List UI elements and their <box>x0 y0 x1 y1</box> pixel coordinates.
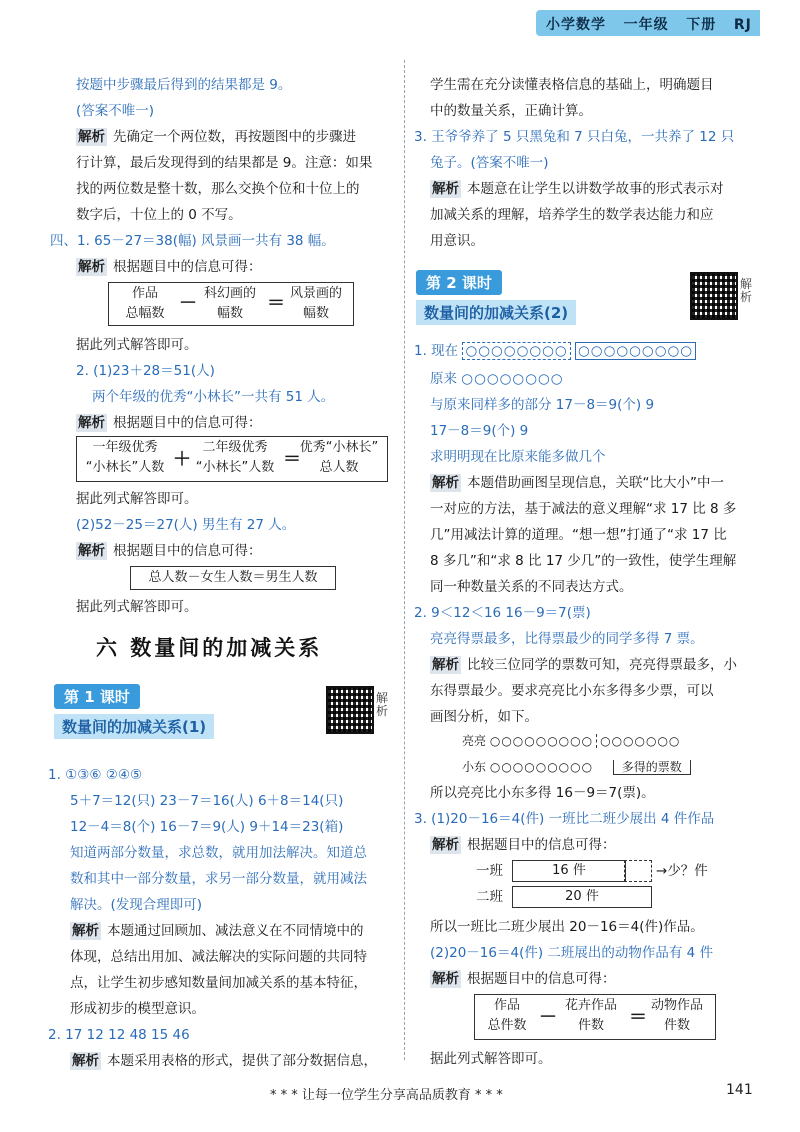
l1-p12-row <box>70 1052 377 1070</box>
s8: 几”用减法计算的道理。“想一想”打通了“求 17 比 <box>430 527 727 543</box>
qr-side-label-1: 解析 <box>376 691 389 718</box>
r-line-1: 学生需在充分读懂表格信息的基础上，明确题目 <box>430 77 714 93</box>
bar-question-text: 少？件 <box>667 863 708 879</box>
box1-c2: 幅数 <box>302 306 329 321</box>
left-line-5: 找的两位数是整十数，那么交换个位和十位上的 <box>76 181 360 197</box>
q2-part2-analysis <box>76 542 262 560</box>
q2-part2-analysis-text: 根据题目中的信息可得： <box>113 543 262 559</box>
q4-analysis-text: 根据题目中的信息可得： <box>113 259 262 275</box>
bar1-value: 16 件 <box>552 863 586 878</box>
t-analysis <box>430 656 737 674</box>
t5: 画图分析，如下。 <box>430 709 538 725</box>
box1-minus: － <box>179 293 197 314</box>
s2-label: 原来 <box>430 371 457 387</box>
s10: 同一种数量关系的不同表达方式。 <box>430 579 633 595</box>
s1-circles-solid: ○○○○○○○○○ <box>575 342 696 360</box>
l1-p10: 形成初步的模型意识。 <box>70 1001 205 1017</box>
bar1 <box>512 860 626 882</box>
l1-p9: 点，让学生初步感知数量间加减关系的基本特征， <box>70 975 367 991</box>
box4-a1: 作品 <box>493 998 520 1013</box>
bar1-gap <box>624 860 652 882</box>
analysis-label: 解析 <box>432 181 459 197</box>
u1: 3. (1)20－16＝4(件) 一班比二班少展出 4 件作品 <box>414 811 715 827</box>
r-line-2: 中的数量关系，正确计算。 <box>430 103 592 119</box>
header-volume: 下册 <box>686 17 717 33</box>
analysis-label: 解析 <box>78 129 105 145</box>
s2-circles: ○○○○○○○○ <box>461 371 564 387</box>
t6-row <box>462 732 680 750</box>
t6-divider <box>596 734 597 748</box>
analysis-label: 解析 <box>432 475 459 491</box>
bar-question: →少？件 <box>656 863 708 879</box>
box4-minus: － <box>539 1007 557 1028</box>
analysis-label: 解析 <box>78 543 105 559</box>
bar2-label: 二班 <box>476 889 503 905</box>
l1-p4: 知道两部分数量，求总数，就用加法解决。知道总 <box>70 845 367 861</box>
u4: (2)20－16＝4(件) 二班展出的动物作品有 4 件 <box>430 945 714 961</box>
box3-text: 总人数－女生人数＝男生人数 <box>148 570 318 585</box>
t8: 所以亮亮比小东多得 16－9＝7(票)。 <box>430 785 655 801</box>
solve-2: 据此列式解答即可。 <box>76 491 198 507</box>
r-line-7: 用意识。 <box>430 233 484 249</box>
column-divider <box>404 60 405 1060</box>
u-analysis <box>430 836 616 854</box>
l1-p6: 解决。(发现合理即可) <box>70 897 203 913</box>
bar1-label: 一班 <box>476 863 503 879</box>
r-line-6: 加减关系的理解，培养学生的数学表达能力和应 <box>430 207 714 223</box>
analysis-label: 解析 <box>78 415 105 431</box>
box4-b2: 件数 <box>577 1018 604 1033</box>
analysis-label: 解析 <box>432 971 459 987</box>
q2-analysis <box>76 414 262 432</box>
qr-code-1[interactable] <box>326 686 374 734</box>
header-text <box>546 14 752 34</box>
q2-part2: (2)52－25＝27(人) 男生有 27 人。 <box>76 517 296 533</box>
relation-box-1 <box>108 282 354 326</box>
t6-circles-a: ○○○○○○○○○ <box>489 734 594 748</box>
box2-c1: 优秀“小林长” <box>299 440 379 455</box>
box1-c1: 风景画的 <box>289 286 342 301</box>
bar2 <box>512 886 652 908</box>
r-analysis <box>430 180 724 198</box>
u3: 所以一班比二班少展出 20－16＝4(件)作品。 <box>430 919 704 935</box>
box1-eq: ＝ <box>267 293 285 314</box>
relation-box-4 <box>474 994 716 1040</box>
lesson2-tag: 第 2 课时 <box>416 270 502 295</box>
s1-row <box>414 342 696 360</box>
q2-part1: 2. (1)23＋28＝51(人) <box>76 363 215 379</box>
qr-code-2[interactable] <box>690 272 738 320</box>
u2: 根据题目中的信息可得： <box>467 837 616 853</box>
s9: 8 多几”和“求 8 比 17 少几”的一致性，使学生理解 <box>430 553 737 569</box>
section-title: 六 数量间的加减关系 <box>96 636 323 660</box>
analysis-label: 解析 <box>432 657 459 673</box>
l1-p8: 体现，总结出用加、减法解决的实际问题的共同特 <box>70 949 367 965</box>
box1-b1: 科幻画的 <box>203 286 256 301</box>
relation-box-2 <box>76 436 388 482</box>
lesson1-tag: 第 1 课时 <box>54 684 140 709</box>
box1-a1: 作品 <box>131 286 158 301</box>
t7-label: 小东 <box>462 760 487 774</box>
solve-1: 据此列式解答即可。 <box>76 337 198 353</box>
u5: 根据题目中的信息可得： <box>467 971 616 987</box>
box1-b2: 幅数 <box>216 306 243 321</box>
analysis-label: 解析 <box>72 923 99 939</box>
t4: 东得票最少。要求亮亮比小东多得多少票，可以 <box>430 683 714 699</box>
u5-row <box>430 970 616 988</box>
header-band <box>536 10 760 36</box>
box4-c1: 动物作品 <box>650 998 703 1013</box>
header-subject: 小学数学 <box>546 17 606 33</box>
r-line-5: 本题意在让学生以讲数学故事的形式表示对 <box>467 181 724 197</box>
l1-p2: 5＋7＝12(只) 23－7＝16(人) 6＋8＝14(只) <box>70 793 344 809</box>
analysis-label: 解析 <box>78 259 105 275</box>
box4-eq: ＝ <box>629 1007 647 1028</box>
t6-label: 亮亮 <box>462 734 487 748</box>
solve-3: 据此列式解答即可。 <box>76 599 198 615</box>
bar2-value: 20 件 <box>565 889 599 904</box>
u6: 据此列式解答即可。 <box>430 1051 552 1067</box>
s6: 本题借助画图呈现信息，关联“比大小”中一 <box>467 475 724 491</box>
footer-slogan: * * * 让每一位学生分享高品质教育 * * * <box>270 1088 503 1103</box>
s7: 一对应的方法，基于减法的意义理解“求 17 比 8 多 <box>430 501 737 517</box>
t7-row <box>462 758 691 776</box>
lesson1-subtitle: 数量间的加减关系(1) <box>54 714 214 739</box>
box2-c2: 总人数 <box>319 460 359 475</box>
l1-p3: 12－4＝8(个) 16－7＝9(人) 9＋14＝23(箱) <box>70 819 344 835</box>
analysis-label: 解析 <box>72 1053 99 1069</box>
left-line-3: 先确定一个两位数，再按题图中的步骤进 <box>113 129 356 145</box>
box2-eq: ＝ <box>283 449 301 470</box>
q4-analysis <box>76 258 262 276</box>
s1-label: 1. 现在 <box>414 343 459 359</box>
relation-box-3 <box>130 566 336 590</box>
l1-p12: 本题采用表格的形式，提供了部分数据信息， <box>107 1053 377 1069</box>
l1-p5: 数和其中一部分数量，求另一部分数量，就用减法 <box>70 871 367 887</box>
lesson2-subtitle: 数量间的加减关系(2) <box>416 300 576 325</box>
l1-p7: 本题通过回顾加、减法意义在不同情境中的 <box>107 923 364 939</box>
q2-part1-answer: 两个年级的优秀“小林长”一共有 51 人。 <box>92 389 335 405</box>
l1-p1: 1. ①③⑥ ②④⑤ <box>48 767 143 783</box>
t6-circles-b: ○○○○○○○ <box>600 734 681 748</box>
s3: 与原来同样多的部分 17－8＝9(个) 9 <box>430 397 655 413</box>
left-line-1: 按题中步骤最后得到的结果都是 9。 <box>76 77 292 93</box>
t2: 亮亮得票最多，比得票最少的同学多得 7 票。 <box>430 631 704 647</box>
s2-row <box>430 370 564 388</box>
s5: 求明明现在比原来能多做几个 <box>430 449 606 465</box>
q2-analysis-text: 根据题目中的信息可得： <box>113 415 262 431</box>
box4-b1: 花卉作品 <box>564 998 617 1013</box>
qr-side-label-2: 解析 <box>740 277 753 304</box>
header-edition: RJ <box>733 17 752 33</box>
box1-a2: 总幅数 <box>125 306 165 321</box>
box4-a2: 总件数 <box>487 1018 527 1033</box>
box2-a1: 一年级优秀 <box>92 440 158 455</box>
left-line-4: 行计算，最后发现得到的结果都是 9。注意：如果 <box>76 155 373 171</box>
q4-answer: 四、1. 65－27＝38(幅) 风景画一共有 38 幅。 <box>50 233 335 249</box>
left-analysis-1 <box>76 128 356 146</box>
l1-p11: 2. 17 12 12 48 15 46 <box>48 1027 190 1043</box>
r-line-3: 3. 王爷爷养了 5 只黑兔和 7 只白兔，一共养了 12 只 <box>414 129 735 145</box>
box2-b1: 二年级优秀 <box>202 440 268 455</box>
t7-brace-label: 多得的票数 <box>613 760 691 775</box>
box4-c2: 件数 <box>663 1018 690 1033</box>
header-grade: 一年级 <box>623 17 669 33</box>
left-line-2: (答案不唯一) <box>76 103 155 119</box>
left-line-6: 数字后，十位上的 0 不写。 <box>76 207 242 223</box>
l1-analysis <box>70 922 364 940</box>
s1-circles-dashed: ○○○○○○○○ <box>462 342 570 360</box>
t1: 2. 9＜12＜16 16－9＝7(票) <box>414 605 591 621</box>
box2-b2: “小林长”人数 <box>195 460 275 475</box>
box2-a2: “小林长”人数 <box>85 460 165 475</box>
s-analysis <box>430 474 724 492</box>
t7-circles: ○○○○○○○○○ <box>489 760 594 774</box>
analysis-label: 解析 <box>432 837 459 853</box>
box2-plus: ＋ <box>173 449 191 470</box>
page-number: 141 <box>726 1082 753 1098</box>
t3: 比较三位同学的票数可知，亮亮得票最多，小 <box>467 657 737 673</box>
r-line-4: 兔子。(答案不唯一) <box>430 155 549 171</box>
s4: 17－8＝9(个) 9 <box>430 423 529 439</box>
